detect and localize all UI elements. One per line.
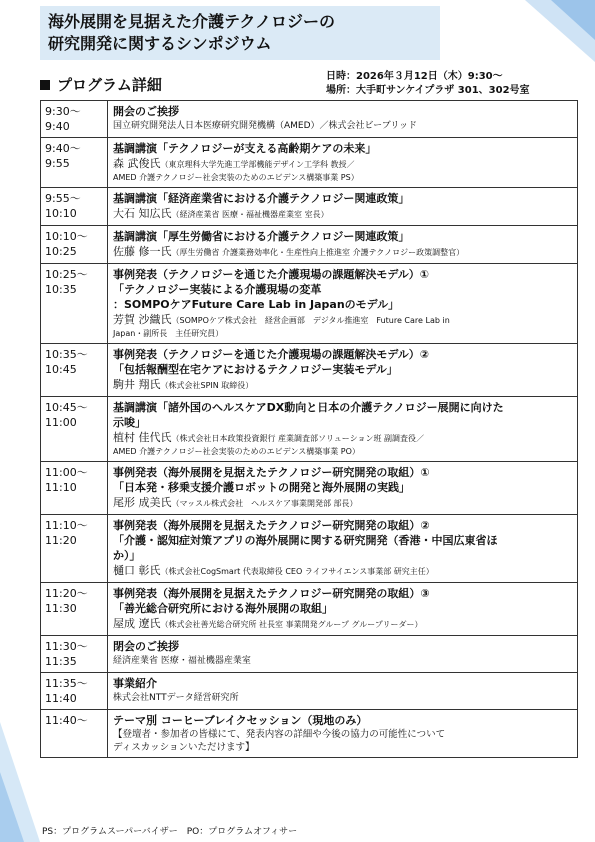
session-cell bbox=[108, 710, 577, 757]
time-start: 10:45～ bbox=[45, 401, 88, 414]
time-end: 11:10 bbox=[45, 481, 77, 494]
session-subtitle: ：SOMPOケアFuture Care Lab in Japanのモデル」 bbox=[113, 298, 400, 311]
schedule-row bbox=[40, 462, 578, 515]
speaker-line bbox=[113, 206, 572, 222]
session-title: 事例発表（テクノロジーを通じた介護現場の課題解決モデル）① bbox=[113, 268, 430, 281]
time-start: 10:10～ bbox=[45, 230, 88, 243]
schedule-row bbox=[40, 515, 578, 583]
time-cell bbox=[41, 264, 108, 343]
time-end: 9:55 bbox=[45, 157, 70, 170]
session-cell bbox=[108, 397, 577, 461]
schedule-row bbox=[40, 101, 578, 138]
session-cell bbox=[108, 138, 577, 187]
session-cell bbox=[108, 636, 577, 672]
time-cell bbox=[41, 515, 108, 582]
time-start: 11:00～ bbox=[45, 466, 88, 479]
schedule-row bbox=[40, 583, 578, 636]
time-cell bbox=[41, 138, 108, 187]
time-end: 10:25 bbox=[45, 245, 77, 258]
session-cell bbox=[108, 462, 577, 514]
title-line-1: 海外展開を見据えた介護テクノロジーの bbox=[48, 12, 336, 31]
time-end: 10:10 bbox=[45, 207, 77, 220]
session-title: 基調講演「諸外国のヘルスケアDX動向と日本の介護テクノロジー展開に向けた bbox=[113, 401, 504, 414]
speaker-affiliation-continued: Japan・副所長 主任研究員） bbox=[113, 329, 224, 338]
session-subtitle: 「善光総合研究所における海外展開の取組」 bbox=[113, 602, 333, 615]
time-cell bbox=[41, 226, 108, 263]
schedule-row bbox=[40, 344, 578, 397]
schedule-row bbox=[40, 264, 578, 344]
session-subtitle: 「包括報酬型在宅ケアにおけるテクノロジー実装モデル」 bbox=[113, 363, 398, 376]
session-organization: 経済産業省 医療・福祉機器産業室 bbox=[113, 656, 251, 666]
speaker-affiliation: （株式会社CogSmart 代表取締役 CEO ライフサイエンス事業部 研究主任） bbox=[160, 567, 434, 576]
schedule-table bbox=[40, 100, 578, 758]
time-cell bbox=[41, 101, 108, 137]
time-cell bbox=[41, 673, 108, 709]
session-title: テーマ別 コーヒーブレイクセッション（現地のみ） bbox=[113, 714, 368, 727]
event-meta bbox=[326, 70, 530, 98]
time-start: 10:35～ bbox=[45, 348, 88, 361]
session-subtitle: か）」 bbox=[113, 549, 141, 562]
time-start: 11:10～ bbox=[45, 519, 88, 532]
speaker-line bbox=[113, 430, 572, 446]
speaker-name: 樋口 彰氏 bbox=[113, 564, 161, 577]
corner-decoration-top-right-inner bbox=[551, 0, 595, 40]
session-title: 閉会のご挨拶 bbox=[113, 640, 179, 653]
session-subtitle: 「日本発・移乗支援介護ロボットの開発と海外展開の実践」 bbox=[113, 481, 410, 494]
time-end: 11:40 bbox=[45, 692, 77, 705]
schedule-row bbox=[40, 188, 578, 226]
session-subtitle: 「テクノロジー実装による介護現場の変革 bbox=[113, 283, 322, 296]
time-start: 11:30～ bbox=[45, 640, 88, 653]
event-venue: 場所：大手町サンケイプラザ 301、302号室 bbox=[326, 85, 530, 96]
speaker-line bbox=[113, 312, 572, 328]
schedule-row bbox=[40, 636, 578, 673]
session-title: 事例発表（海外展開を見据えたテクノロジー研究開発の取組）③ bbox=[113, 587, 430, 600]
speaker-name: 屋成 遼氏 bbox=[113, 617, 161, 630]
speaker-name: 森 武俊氏 bbox=[113, 157, 161, 170]
speaker-affiliation: （株式会社善光総合研究所 社長室 事業開発グループ グループリーダー） bbox=[160, 620, 423, 629]
time-end: 11:30 bbox=[45, 602, 77, 615]
speaker-name: 大石 知広氏 bbox=[113, 207, 172, 220]
square-bullet-icon bbox=[40, 80, 50, 90]
speaker-name: 駒井 翔氏 bbox=[113, 378, 161, 391]
time-cell bbox=[41, 188, 108, 225]
time-end: 11:20 bbox=[45, 534, 77, 547]
speaker-line bbox=[113, 156, 572, 172]
footer-note: PS：プログラムスーパーバイザー PO：プログラムオフィサー bbox=[42, 827, 298, 837]
speaker-line bbox=[113, 616, 572, 632]
speaker-affiliation: （株式会社日本政策投資銀行 産業調査部ソリューション班 副調査役／ bbox=[171, 434, 425, 443]
time-end: 11:35 bbox=[45, 655, 77, 668]
title-line-2: 研究開発に関するシンポジウム bbox=[48, 34, 272, 53]
speaker-affiliation: （経済産業省 医療・福祉機器産業室 室長） bbox=[171, 210, 329, 219]
session-cell bbox=[108, 673, 577, 709]
speaker-affiliation: （東京理科大学先進工学部機能デザイン工学科 教授／ bbox=[160, 160, 355, 169]
speaker-affiliation-continued: AMED 介護テクノロジー社会実装のためのエビデンス構築事業 PS） bbox=[113, 173, 359, 182]
time-cell bbox=[41, 583, 108, 635]
time-start: 10:25～ bbox=[45, 268, 88, 281]
time-end: 10:35 bbox=[45, 283, 77, 296]
session-description: ディスカッションいただけます】 bbox=[113, 742, 255, 753]
speaker-name: 芳賀 沙織氏 bbox=[113, 313, 172, 326]
session-cell bbox=[108, 583, 577, 635]
speaker-line bbox=[113, 495, 572, 511]
program-heading bbox=[40, 74, 162, 95]
session-title: 事業紹介 bbox=[113, 677, 157, 690]
speaker-name: 植村 佳代氏 bbox=[113, 431, 172, 444]
speaker-name: 尾形 成美氏 bbox=[113, 496, 172, 509]
session-cell bbox=[108, 264, 577, 343]
time-end: 11:00 bbox=[45, 416, 77, 429]
time-start: 11:35～ bbox=[45, 677, 88, 690]
session-title: 基調講演「経済産業省における介護テクノロジー関連政策」 bbox=[113, 192, 410, 205]
schedule-row bbox=[40, 710, 578, 758]
session-title: 事例発表（海外展開を見据えたテクノロジー研究開発の取組）② bbox=[113, 519, 430, 532]
time-start: 11:20～ bbox=[45, 587, 88, 600]
time-cell bbox=[41, 462, 108, 514]
corner-decoration-bottom-left-inner bbox=[0, 772, 24, 842]
session-title: 基調講演「テクノロジーが支える高齢期ケアの未来」 bbox=[113, 142, 377, 155]
session-subtitle: 示唆」 bbox=[113, 416, 146, 429]
time-start: 9:40～ bbox=[45, 142, 81, 155]
session-description: 【登壇者・参加者の皆様にて、発表内容の詳細や今後の協力の可能性について bbox=[113, 729, 446, 740]
time-start: 11:40～ bbox=[45, 714, 88, 727]
time-cell bbox=[41, 710, 108, 757]
speaker-name: 佐藤 修一氏 bbox=[113, 245, 172, 258]
event-date: 日時：2026年３月12日（木）9:30～ bbox=[326, 71, 503, 82]
schedule-row bbox=[40, 226, 578, 264]
title-banner bbox=[40, 6, 440, 60]
speaker-line bbox=[113, 244, 572, 260]
session-cell bbox=[108, 226, 577, 263]
session-organization: 国立研究開発法人日本医療研究開発機構（AMED）／株式会社ビーブリッド bbox=[113, 121, 418, 131]
session-cell bbox=[108, 188, 577, 225]
speaker-affiliation: （厚生労働省 介護業務効率化・生産性向上推進室 介護テクノロジー政策調整官） bbox=[171, 248, 465, 257]
session-cell bbox=[108, 101, 577, 137]
session-subtitle: 「介護・認知症対策アプリの海外展開に関する研究開発（香港・中国広東省ほ bbox=[113, 534, 498, 547]
speaker-affiliation: （株式会社SPIN 取締役） bbox=[160, 381, 254, 390]
time-cell bbox=[41, 344, 108, 396]
session-title: 事例発表（海外展開を見据えたテクノロジー研究開発の取組）① bbox=[113, 466, 430, 479]
speaker-affiliation: （マッスル株式会社 ヘルスケア事業開発部 部長） bbox=[171, 499, 358, 508]
time-start: 9:55～ bbox=[45, 192, 81, 205]
program-heading-text: プログラム詳細 bbox=[57, 76, 162, 94]
schedule-row bbox=[40, 397, 578, 462]
session-title: 事例発表（テクノロジーを通じた介護現場の課題解決モデル）② bbox=[113, 348, 430, 361]
schedule-row bbox=[40, 138, 578, 188]
time-cell bbox=[41, 397, 108, 461]
time-cell bbox=[41, 636, 108, 672]
time-end: 10:45 bbox=[45, 363, 77, 376]
session-organization: 株式会社NTTデータ経営研究所 bbox=[113, 693, 239, 703]
session-cell bbox=[108, 515, 577, 582]
time-end: 9:40 bbox=[45, 120, 70, 133]
speaker-line bbox=[113, 377, 572, 393]
schedule-row bbox=[40, 673, 578, 710]
session-title: 開会のご挨拶 bbox=[113, 105, 179, 118]
speaker-affiliation-continued: AMED 介護テクノロジー社会実装のためのエビデンス構築事業 PO） bbox=[113, 447, 360, 456]
speaker-line bbox=[113, 563, 572, 579]
session-cell bbox=[108, 344, 577, 396]
speaker-affiliation: （SOMPOケア株式会社 経営企画部 デジタル推進室 Future Care Lab in bbox=[171, 316, 450, 325]
session-title: 基調講演「厚生労働省における介護テクノロジー関連政策」 bbox=[113, 230, 410, 243]
time-start: 9:30～ bbox=[45, 105, 81, 118]
